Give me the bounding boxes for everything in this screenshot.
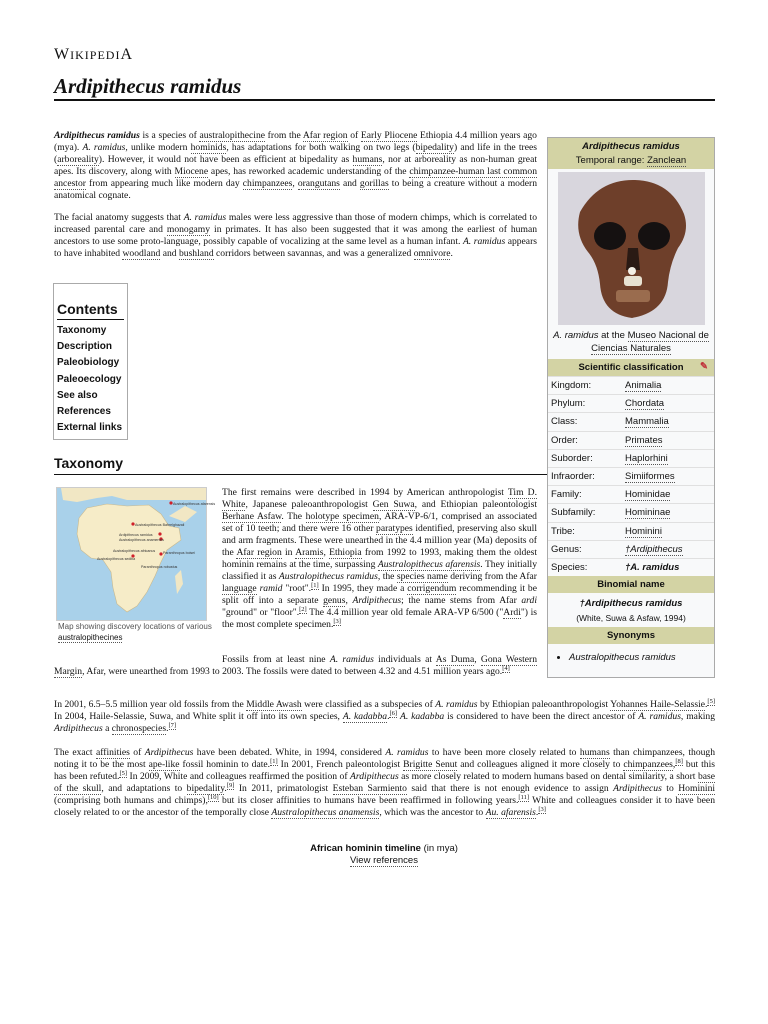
- text-run: , and adaptations to: [101, 783, 187, 794]
- photo-caption: [548, 325, 714, 359]
- citation-link[interactable]: [8]: [675, 757, 683, 765]
- article-link[interactable]: language: [222, 583, 257, 594]
- text-run: , the: [377, 571, 397, 582]
- text-run: , which was the ancestor to: [379, 807, 486, 818]
- taxonomy-paragraph-2: [54, 654, 537, 678]
- text-run: ,: [672, 759, 676, 770]
- taxon-row-suborder: [548, 449, 714, 467]
- infobox-title: Ardipithecus ramidus: [582, 141, 680, 152]
- text-run: ,: [292, 178, 298, 189]
- text-run: to being a creature without a modern anatomical cognate.: [54, 178, 537, 201]
- taxon-value-link[interactable]: Haplorhini: [625, 452, 668, 464]
- taxon-row-infraorder: [548, 467, 714, 485]
- temporal-range-label: Temporal range:: [575, 155, 648, 166]
- article-link[interactable]: Hominini: [678, 783, 716, 794]
- taxon-row-genus: [548, 540, 714, 558]
- text-run: Ardipithecus: [144, 747, 194, 758]
- text-run: Ardipithecus: [54, 723, 103, 734]
- africa-map-graphic: [57, 488, 216, 620]
- toc-item-external-links[interactable]: External links: [57, 422, 123, 434]
- article-link[interactable]: Aramis: [295, 547, 324, 558]
- map-label: Paranthropus robustus: [141, 565, 178, 569]
- skull-image-graphic: [558, 172, 705, 325]
- citation-link[interactable]: [5]: [119, 769, 128, 777]
- text-run: of: [129, 747, 145, 758]
- text-run: White and colleagues consider it to have been closely related to or the ancestor of the temporally close: [54, 795, 715, 818]
- taxon-row-tribe: [548, 522, 714, 540]
- skull-photo[interactable]: [558, 172, 705, 325]
- photo-caption-text: at the: [598, 330, 628, 341]
- text-run: but its closer affinities to humans have been reaffirmed in following years.: [218, 795, 519, 806]
- article-link[interactable]: Middle Awash: [246, 699, 302, 710]
- text-run: were classified as a subspecies of: [301, 699, 436, 710]
- text-run: A. ramidus: [435, 699, 478, 710]
- article-link[interactable]: woodland: [122, 248, 161, 259]
- article-link[interactable]: Yohannes Haile-Selassie: [610, 699, 706, 710]
- text-run: in: [281, 547, 296, 558]
- taxon-value-link[interactable]: Homininae: [625, 507, 671, 519]
- text-run: by Ethiopian paleoanthropologist: [477, 699, 611, 710]
- citation-link[interactable]: [7]: [168, 721, 177, 729]
- map-label: Australopithecus sediba: [97, 557, 136, 561]
- section-heading-taxonomy: Taxonomy: [54, 455, 123, 471]
- article-link[interactable]: Tim D. White: [222, 487, 537, 510]
- text-run: , has adaptations for both walking on two legs (: [226, 142, 416, 153]
- logo-w: W: [54, 46, 71, 63]
- text-run: ,: [474, 654, 481, 665]
- text-run: identified, preserving also skull and arm fragments. These were unearthed in the 4.4 million year (Ma) deposits of the: [222, 523, 537, 558]
- article-link[interactable]: Early Pliocene: [360, 130, 418, 141]
- citation-link[interactable]: [3]: [333, 617, 341, 625]
- taxon-value-link[interactable]: Chordata: [625, 398, 665, 410]
- text-run: "root".: [282, 583, 312, 594]
- article-link[interactable]: Australopithecus anamensis: [271, 807, 380, 818]
- article-link[interactable]: humans: [579, 747, 610, 758]
- taxon-rank: Kingdom:: [551, 380, 592, 392]
- edit-pencil-icon[interactable]: ✎: [700, 361, 708, 372]
- title-rule: [54, 99, 715, 101]
- article-link[interactable]: genus: [323, 595, 346, 606]
- article-link[interactable]: australopithecine: [199, 130, 266, 141]
- text-run: In 1995, they made a: [318, 583, 408, 594]
- taxon-rank: Genus:: [551, 543, 582, 555]
- text-run: The 4.4 million year old female ARA-VP 6/500 (": [306, 607, 504, 618]
- article-link[interactable]: humans: [352, 154, 383, 165]
- article-link[interactable]: Miocene: [174, 166, 209, 177]
- article-link[interactable]: ape-like: [148, 759, 180, 770]
- article-link[interactable]: chimpanzees: [623, 759, 673, 770]
- synonyms-header: Synonyms: [548, 627, 714, 644]
- text-run: .: [450, 248, 453, 259]
- article-link[interactable]: bipedality: [415, 142, 454, 153]
- article-link[interactable]: Australopithecus afarensis: [377, 559, 481, 570]
- article-link[interactable]: omnivore: [413, 248, 451, 259]
- toc-list: [57, 323, 124, 436]
- article-link[interactable]: bushland: [178, 248, 214, 259]
- toc-item-see-also[interactable]: See also: [57, 389, 98, 401]
- text-run: ramid: [259, 583, 283, 594]
- text-run: A. ramidus: [638, 711, 681, 722]
- synonym-item: • Australopithecus ramidus: [569, 652, 714, 663]
- taxon-rank: Suborder:: [551, 452, 593, 464]
- map-caption-text: Map showing discovery locations of various: [58, 622, 212, 631]
- photo-caption-species: A. ramidus: [553, 330, 599, 341]
- taxon-rank: Subfamily:: [551, 507, 596, 519]
- timeline-title-units: (in mya): [420, 843, 458, 854]
- text-run: , and Ethiopian paleontologist: [414, 499, 537, 510]
- text-run: , Japanese paleoanthropologist: [245, 499, 373, 510]
- text-run: as more closely related to modern humans based on dental similarity, a short: [398, 771, 698, 782]
- text-run: appears to have inhabited: [54, 236, 537, 259]
- text-run: ardi: [521, 595, 537, 606]
- logo-middle: IKIPEDI: [70, 48, 121, 62]
- article-link[interactable]: affinities: [95, 747, 130, 758]
- article-link[interactable]: As Duma: [435, 654, 475, 665]
- page-title: Ardipithecus ramidus: [54, 74, 242, 98]
- article-link[interactable]: Berhane Asfaw: [222, 511, 282, 522]
- text-run: ,: [345, 595, 353, 606]
- article-link[interactable]: chimpanzees: [242, 178, 293, 189]
- text-run: to have been more closely related to: [428, 747, 580, 758]
- citation-link[interactable]: [1]: [270, 757, 278, 765]
- text-run: said that there is not enough evidence to assign: [406, 783, 614, 794]
- citation-link[interactable]: [9]: [226, 781, 235, 789]
- taxon-rank: Phylum:: [551, 398, 586, 410]
- binomial-name-header: Binomial name: [548, 576, 714, 593]
- text-run: A. kadabba: [399, 711, 445, 722]
- taxon-row-kingdom: [548, 376, 714, 394]
- taxon-rank: Order:: [551, 434, 578, 446]
- taxon-rank: Species:: [551, 561, 588, 573]
- text-run: from the: [265, 130, 303, 141]
- map-label: Ardipithecus ramidus: [119, 533, 153, 537]
- text-run: A. ramidus: [385, 747, 429, 758]
- text-run: .: [387, 711, 390, 722]
- text-run: and colleagues aligned it more closely to: [457, 759, 624, 770]
- text-run: The facial anatomy suggests that: [54, 212, 184, 223]
- taxon-value-link[interactable]: Simiiformes: [625, 471, 675, 483]
- text-run: , Afar, were unearthed from 1993 to 2003. The fossils were dated to between 4.32 and 4.51 million years ago.: [82, 666, 503, 677]
- toc-item-description[interactable]: Description: [57, 341, 113, 353]
- citation-link[interactable]: [10]: [207, 793, 219, 801]
- article-link[interactable]: Esteban Sarmiento: [332, 783, 407, 794]
- text-run: A. ramidus: [329, 654, 374, 665]
- text-run: , nor at arboreality as non-human great apes. Its discovery, along with: [54, 154, 537, 177]
- map-label: Australopithecus afarensis: [173, 502, 216, 506]
- scientific-classification-label: Scientific classification: [578, 362, 684, 373]
- binomial-value: †Ardipithecus ramidus: [579, 598, 683, 610]
- taxon-value-link[interactable]: Hominini: [625, 525, 662, 537]
- article-link[interactable]: species name: [396, 571, 448, 582]
- text-run: The first remains were described in 1994 by American anthropologist: [222, 487, 508, 498]
- timeline-title: [0, 843, 768, 854]
- map-label: Australopithecus Bahrelghazali: [135, 523, 185, 527]
- map-caption: [58, 621, 213, 643]
- text-run: corridors between savannas, and was a generalized: [213, 248, 414, 259]
- table-of-contents: [53, 283, 128, 440]
- text-run: a: [102, 723, 112, 734]
- article-link[interactable]: Ardi: [503, 607, 521, 618]
- article-link[interactable]: chronospecies: [111, 723, 167, 734]
- photo-caption-museum-link[interactable]: Museo Nacional de Ciencias Naturales: [591, 330, 709, 354]
- taxon-rank: Class:: [551, 416, 578, 428]
- article-link[interactable]: chimpanzee-human last common ancestor: [54, 166, 537, 189]
- text-run: have been debated. White, in 1994, considered: [193, 747, 386, 758]
- text-run: ,: [323, 547, 330, 558]
- text-run: .: [224, 783, 227, 794]
- taxon-value-link[interactable]: Hominidae: [625, 489, 671, 501]
- article-link[interactable]: Au. afarensis: [485, 807, 536, 818]
- text-run: In 2009, White and colleagues reaffirmed the position of: [127, 771, 351, 782]
- text-run: A. ramidus: [462, 236, 506, 247]
- timeline-references: [0, 855, 768, 866]
- synonyms-list: [548, 652, 714, 663]
- article-link[interactable]: paratypes: [376, 523, 413, 534]
- wikipedia-logo[interactable]: [54, 46, 133, 64]
- article-link[interactable]: A. kadabba: [342, 711, 388, 722]
- article-link[interactable]: bipedality: [186, 783, 225, 794]
- text-run: ") is the most complete specimen.: [222, 607, 537, 630]
- taxonomy-paragraph-4: [54, 747, 715, 819]
- article-link[interactable]: gorillas: [359, 178, 389, 189]
- article-link[interactable]: corrigendum: [407, 583, 457, 594]
- text-run: In 2001, French paleontologist: [277, 759, 404, 770]
- text-run: Ardipithecus: [613, 783, 662, 794]
- taxon-value-link[interactable]: Primates: [625, 434, 663, 446]
- text-run: , making: [680, 711, 715, 722]
- text-run: .: [166, 723, 169, 734]
- text-run: The exact: [54, 747, 96, 758]
- taxon-row-subfamily: [548, 503, 714, 521]
- binomial-name: [548, 593, 714, 627]
- article-link[interactable]: Gona Western Margin: [54, 654, 538, 677]
- text-run: ; the name stems from Afar: [401, 595, 522, 606]
- article-link[interactable]: hominids: [190, 142, 227, 153]
- taxon-row-order: [548, 431, 714, 449]
- text-run: to: [661, 783, 679, 794]
- text-run: but this has been refuted.: [54, 759, 715, 782]
- taxon-rank: Family:: [551, 489, 582, 501]
- toc-item-references[interactable]: References: [57, 406, 111, 418]
- taxon-value-link[interactable]: †Ardipithecus: [625, 543, 683, 555]
- scientific-classification-header: [548, 359, 714, 376]
- text-run: (comprising both humans and chimps),: [54, 795, 208, 806]
- text-run: .: [705, 699, 708, 710]
- article-link[interactable]: Afar region: [302, 130, 348, 141]
- text-run: Ardipithecus ramidus: [54, 130, 140, 141]
- map-label: Australopithecus anamensis: [119, 538, 164, 542]
- citation-link[interactable]: [5]: [707, 697, 716, 705]
- citation-link[interactable]: [1]: [311, 581, 319, 589]
- temporal-range: [548, 155, 714, 166]
- taxon-row-family: [548, 485, 714, 503]
- text-run: fossil hominin to date.: [179, 759, 271, 770]
- text-run: recommending it be split off into a separate: [222, 583, 537, 606]
- text-run: is considered to have been the direct ancestor of: [444, 711, 639, 722]
- taxonomy-paragraph-3: [54, 699, 715, 735]
- intro-paragraph-2: [54, 212, 537, 260]
- taxon-row-phylum: [548, 394, 714, 412]
- text-run: individuals at: [373, 654, 436, 665]
- text-run: in primates. It has also been suggested that it was among the earliest of human ancestors to use some proto-language, possibly capable of vocalizing at the same level as a human infant.: [54, 224, 537, 247]
- text-run: . The: [281, 511, 306, 522]
- map-caption-link[interactable]: australopithecines: [58, 633, 123, 642]
- text-run: A. ramidus: [183, 212, 227, 223]
- text-run: ) and life in the trees (: [54, 142, 537, 165]
- text-run: deriving from the Afar: [447, 571, 538, 582]
- text-run: ). However, it would not have been as efficient at bipedality as: [98, 154, 353, 165]
- infobox: [547, 137, 715, 678]
- text-run: , ARA-VP-6/1, comprised an associated set of 10 teeth; and there were 16 other: [222, 511, 537, 534]
- article-link[interactable]: orangutans: [297, 178, 340, 189]
- toc-item-paleoecology[interactable]: Paleoecology: [57, 373, 122, 385]
- citation-link[interactable]: [3]: [538, 805, 546, 813]
- text-run: and: [160, 248, 179, 259]
- taxon-value-link[interactable]: Mammalia: [625, 416, 669, 428]
- text-run: .: [535, 807, 539, 818]
- taxon-rank: Infraorder:: [551, 471, 595, 483]
- map-label: Paranthropus boisei: [163, 551, 195, 555]
- text-run: . They initially classified it as: [222, 559, 537, 582]
- article-link[interactable]: Brigitte Senut: [403, 759, 458, 770]
- temporal-range-link[interactable]: Zanclean: [647, 155, 687, 166]
- text-run: In 2001, 6.5–5.5 million year old fossils from the: [54, 699, 247, 710]
- article-link[interactable]: Afar region: [236, 547, 282, 558]
- text-run: and: [339, 178, 360, 189]
- article-link[interactable]: Ethiopia: [329, 547, 362, 558]
- text-run: In 2011, primatologist: [234, 783, 333, 794]
- text-run: , unlike modern: [125, 142, 191, 153]
- article-link[interactable]: arboreality: [57, 154, 99, 165]
- article-link[interactable]: base of the skull: [54, 771, 715, 794]
- taxon-row-class: [548, 412, 714, 430]
- citation-link[interactable]: [4]: [502, 664, 510, 672]
- text-run: In 2004, Haile-Selassie, Suwa, and White split it off into its own species,: [54, 711, 343, 722]
- text-run: Australopithecus ramidus: [278, 571, 378, 582]
- toc-title: Contents: [57, 301, 124, 320]
- taxon-value: †A. ramidus: [625, 561, 680, 573]
- toc-item-taxonomy[interactable]: Taxonomy: [57, 325, 107, 336]
- text-run: is a species of: [139, 130, 200, 141]
- citation-link[interactable]: [2]: [299, 605, 307, 613]
- citation-link[interactable]: [11]: [518, 793, 529, 801]
- text-run: Ethiopia 4.4 million years ago (mya).: [54, 130, 537, 153]
- view-references-link[interactable]: View references: [350, 855, 418, 866]
- taxon-value-link[interactable]: Animalia: [625, 380, 662, 392]
- timeline-title-bold: African hominin timeline: [310, 843, 421, 854]
- text-run: than chimpanzees, though noting it to be the most: [54, 747, 716, 770]
- text-run: Ardipithecus: [350, 771, 399, 782]
- discovery-map-image[interactable]: [56, 487, 216, 621]
- article-link[interactable]: holotype specimen: [305, 511, 379, 522]
- intro-paragraph-1: [54, 130, 537, 202]
- infobox-header: [548, 138, 714, 169]
- taxonomy-paragraph-1: [222, 487, 537, 631]
- text-run: from appearing much like modern day: [85, 178, 243, 189]
- binomial-authority: (White, Suwa & Asfaw, 1994): [576, 613, 686, 624]
- text-run: "ground" or "floor".: [222, 607, 300, 618]
- text-run: apes, has reworked academic understanding of the: [208, 166, 410, 177]
- logo-a: A: [120, 46, 133, 63]
- taxon-row-species: [548, 558, 714, 576]
- text-run: from 1992 to 1993, making them the oldest hominin remains at the time, surpassing: [222, 547, 538, 570]
- text-run: of: [347, 130, 361, 141]
- article-link[interactable]: monogamy: [166, 224, 211, 235]
- taxon-rank: Tribe:: [551, 525, 575, 537]
- map-label: Australopithecus africanus: [113, 549, 156, 553]
- citation-link[interactable]: [6]: [389, 709, 398, 717]
- text-run: Fossils from at least nine: [222, 654, 330, 665]
- text-run: males were less aggressive than those of modern chimps, which is correlated to increased parental care and: [54, 212, 537, 235]
- toc-item-paleobiology[interactable]: Paleobiology: [57, 357, 120, 369]
- text-run: A. ramidus: [82, 142, 126, 153]
- article-link[interactable]: Gen Suwa: [372, 499, 415, 510]
- text-run: Ardipithecus: [352, 595, 402, 606]
